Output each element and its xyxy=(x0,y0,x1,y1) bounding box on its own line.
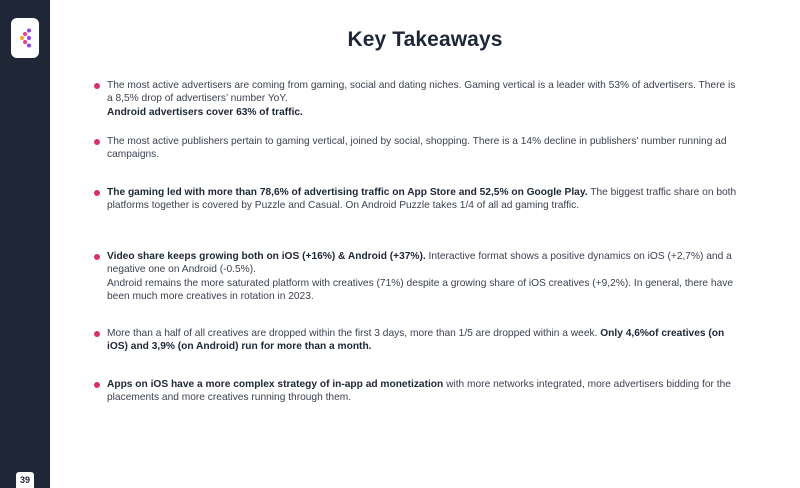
takeaway-text-second: Android remains the more saturated platform with creatives (71%) despite a growing share of iOS creatives (+9,2%). In general, there have been much more creatives in rotation in 2023. xyxy=(107,277,733,303)
bullet-dot xyxy=(94,139,100,145)
takeaway-highlight: Apps on iOS have a more complex strategy of in-app ad monetization xyxy=(107,379,444,390)
takeaway-text: with more networks integrated, more advertisers bidding for the placements and more creatives running through them. xyxy=(107,379,731,404)
takeaway-gaming-traffic xyxy=(107,186,737,213)
bullet-dot xyxy=(94,331,100,337)
takeaway-highlight: Only 4,6%of creatives (on iOS) and 3,9% (on Android) run for more than a month. xyxy=(107,328,725,353)
takeaway-publishers xyxy=(107,135,737,162)
takeaway-text: More than a half of all creatives are dropped within the first 3 days, more than 1/5 are dropped within a week. xyxy=(107,328,598,339)
takeaway-text: Interactive format shows a positive dynamics on iOS (+2,7%) and a negative one on Android (-0.5%). xyxy=(107,251,732,276)
takeaway-highlight: Video share keeps growing both on iOS (+16%) & Android (+37%). xyxy=(107,251,426,262)
takeaway-highlight: Android advertisers cover 63% of traffic. xyxy=(107,106,303,118)
page-number: 39 xyxy=(16,472,34,488)
takeaway-ios-monetization xyxy=(107,378,737,405)
takeaway-video-share xyxy=(107,250,737,304)
takeaway-creative-lifetime xyxy=(107,327,737,354)
bullet-dot xyxy=(94,83,100,89)
takeaway-text: The biggest traffic share on both platforms together is covered by Puzzle and Casual. On Android Puzzle takes 1/4 of all ad gaming traffic. xyxy=(107,187,737,212)
bullet-dot xyxy=(94,190,100,196)
takeaway-text: The most active publishers pertain to gaming vertical, joined by social, shopping. There is a 14% decline in publishers’ number running ad campaigns. xyxy=(107,136,727,161)
bullet-dot xyxy=(94,382,100,388)
bullet-dot xyxy=(94,254,100,260)
takeaway-advertisers xyxy=(107,79,737,119)
takeaway-highlight: The gaming led with more than 78,6% of advertising traffic on App Store and 52,5% on Google Play. xyxy=(107,187,588,198)
takeaway-text: The most active advertisers are coming from gaming, social and dating niches. Gaming vertical is a leader with 53% of advertisers. There is a 8,5% drop of advertisers’ number YoY. xyxy=(107,80,736,105)
page-title: Key Takeaways xyxy=(347,28,503,51)
